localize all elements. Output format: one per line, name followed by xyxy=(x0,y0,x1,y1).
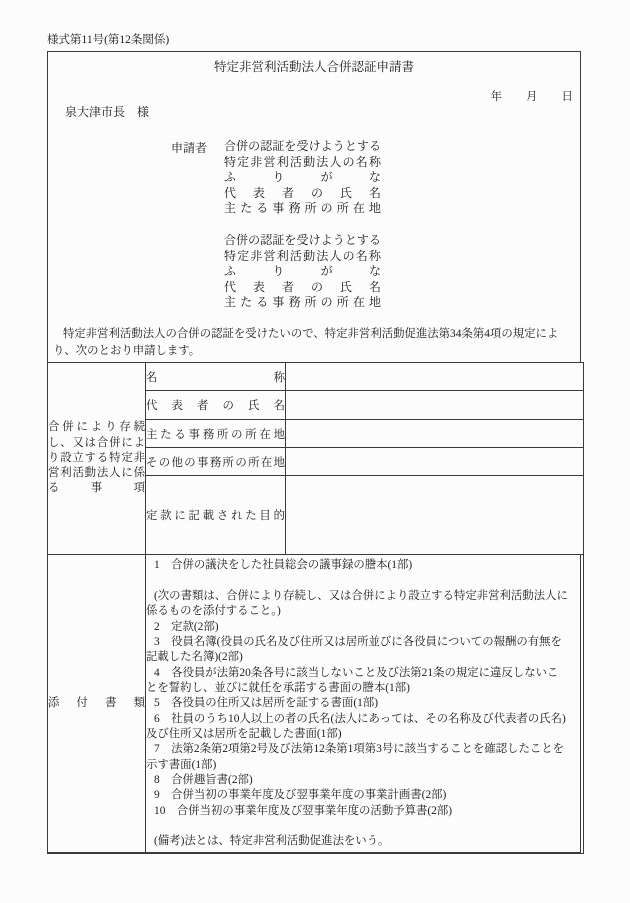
doc-line: 2 定款(2部) xyxy=(154,620,219,633)
row-label-name: 名称 xyxy=(146,363,286,391)
doc-line-blank xyxy=(146,574,583,589)
date-month-label: 月 xyxy=(526,91,538,103)
intro-paragraph xyxy=(53,326,577,361)
doc-line: 6 社員のうち10人以上の者の氏名(法人にあっては、その名称及び代表者の氏名) xyxy=(154,712,566,725)
field-main-office-value xyxy=(286,420,584,448)
row-label-main-office: 主たる事務所の所在地 xyxy=(146,420,286,448)
row-label-purpose: 定款に記載された目的 xyxy=(146,476,286,555)
form-number: 様式第11号(第12条関係) xyxy=(47,34,170,46)
attached-documents-header: 添付書類 xyxy=(48,555,146,854)
table-row xyxy=(48,555,584,854)
doc-line: 1 合併の議決をした社員総会の議事録の謄本(1部) xyxy=(154,559,413,572)
form-title: 特定非営利活動法人合併認証申請書 xyxy=(213,60,414,74)
row-label-representative: 代表者の氏名 xyxy=(146,391,286,420)
doc-line: 4 各役員が法第20条各号に該当しないこと及び法第21条の規定に違反しないこ xyxy=(154,666,559,679)
date-line xyxy=(491,88,574,104)
doc-line: 7 法第2条第2項第2号及び法第12条第1項第3号に該当することを確認したことを xyxy=(154,743,565,756)
addressee: 泉大津市長 様 xyxy=(65,105,150,119)
field-other-office-value xyxy=(286,448,584,476)
doc-line: 係るものを添付すること。) xyxy=(146,605,281,618)
doc-line: 3 役員名簿(役員の氏名及び住所又は居所並びに各役員についての報酬の有無を xyxy=(154,635,562,648)
applicant-line: 特定非営利活動法人の名称 xyxy=(224,248,381,263)
applicant-line-furigana: ふりがな xyxy=(224,264,381,279)
applicant-block-2 xyxy=(224,233,381,311)
doc-line-remark: (備考)法とは、特定非営利活動促進法をいう。 xyxy=(154,835,390,848)
applicant-block-1 xyxy=(224,139,381,217)
doc-line: とを誓約し、並びに就任を承諾する書面の謄本(1部) xyxy=(146,681,410,694)
row-label-other-office: その他の事務所の所在地 xyxy=(146,448,286,476)
doc-line: 9 合併当初の事業年度及び翌事業年度の事業計画書(2部) xyxy=(154,789,447,802)
applicant-line: 合併の認証を受けようとする xyxy=(224,233,381,247)
applicant-line: 合併の認証を受けようとする xyxy=(224,139,381,153)
applicant-line: 特定非営利活動法人の名称 xyxy=(224,154,381,169)
applicant-line: 代表者の氏名 xyxy=(224,279,381,294)
doc-line-blank xyxy=(146,819,583,834)
applicant-label: 申請者 xyxy=(171,141,208,155)
date-year-label: 年 xyxy=(490,91,502,103)
applicant-line: 主たる事務所の所在地 xyxy=(224,201,381,216)
date-day-label: 日 xyxy=(561,91,573,103)
applicant-line: 主たる事務所の所在地 xyxy=(224,295,381,310)
field-name-value xyxy=(286,363,584,391)
doc-line: 記載した名簿)(2部) xyxy=(146,651,243,664)
doc-line: (次の書類は、合併により存続し、又は合併により設立する特定非営利活動法人に xyxy=(154,589,568,602)
application-form-box xyxy=(47,51,581,853)
field-purpose-value xyxy=(286,476,584,555)
doc-line: 及び住所又は居所を記載した書面(1部) xyxy=(146,728,342,741)
attached-documents-cell xyxy=(146,555,584,854)
doc-line: 10 合併当初の事業年度及び翌事業年度の活動予算書(2部) xyxy=(154,804,453,817)
table-row xyxy=(48,363,584,391)
intro-line-2: り、次のとおり申請します。 xyxy=(53,345,201,358)
merger-info-table xyxy=(47,362,584,854)
doc-line: 示す書面(1部) xyxy=(146,758,217,771)
applicant-line-furigana: ふりがな xyxy=(224,170,381,185)
doc-line: 5 各役員の住所又は居所を証する書面(1部) xyxy=(154,697,379,710)
field-representative-value xyxy=(286,391,584,420)
applicant-line: 代表者の氏名 xyxy=(224,185,381,200)
merger-table-row-header: 合併により存続し、又は合併により設立する特定非営利活動法人に係る事項 xyxy=(48,363,146,555)
intro-line-1: 特定非営利活動法人の合併の認証を受けたいので、特定非営利活動促進法第34条第4項の規定によ xyxy=(63,328,559,340)
doc-line: 8 合併趣旨書(2部) xyxy=(154,774,253,787)
